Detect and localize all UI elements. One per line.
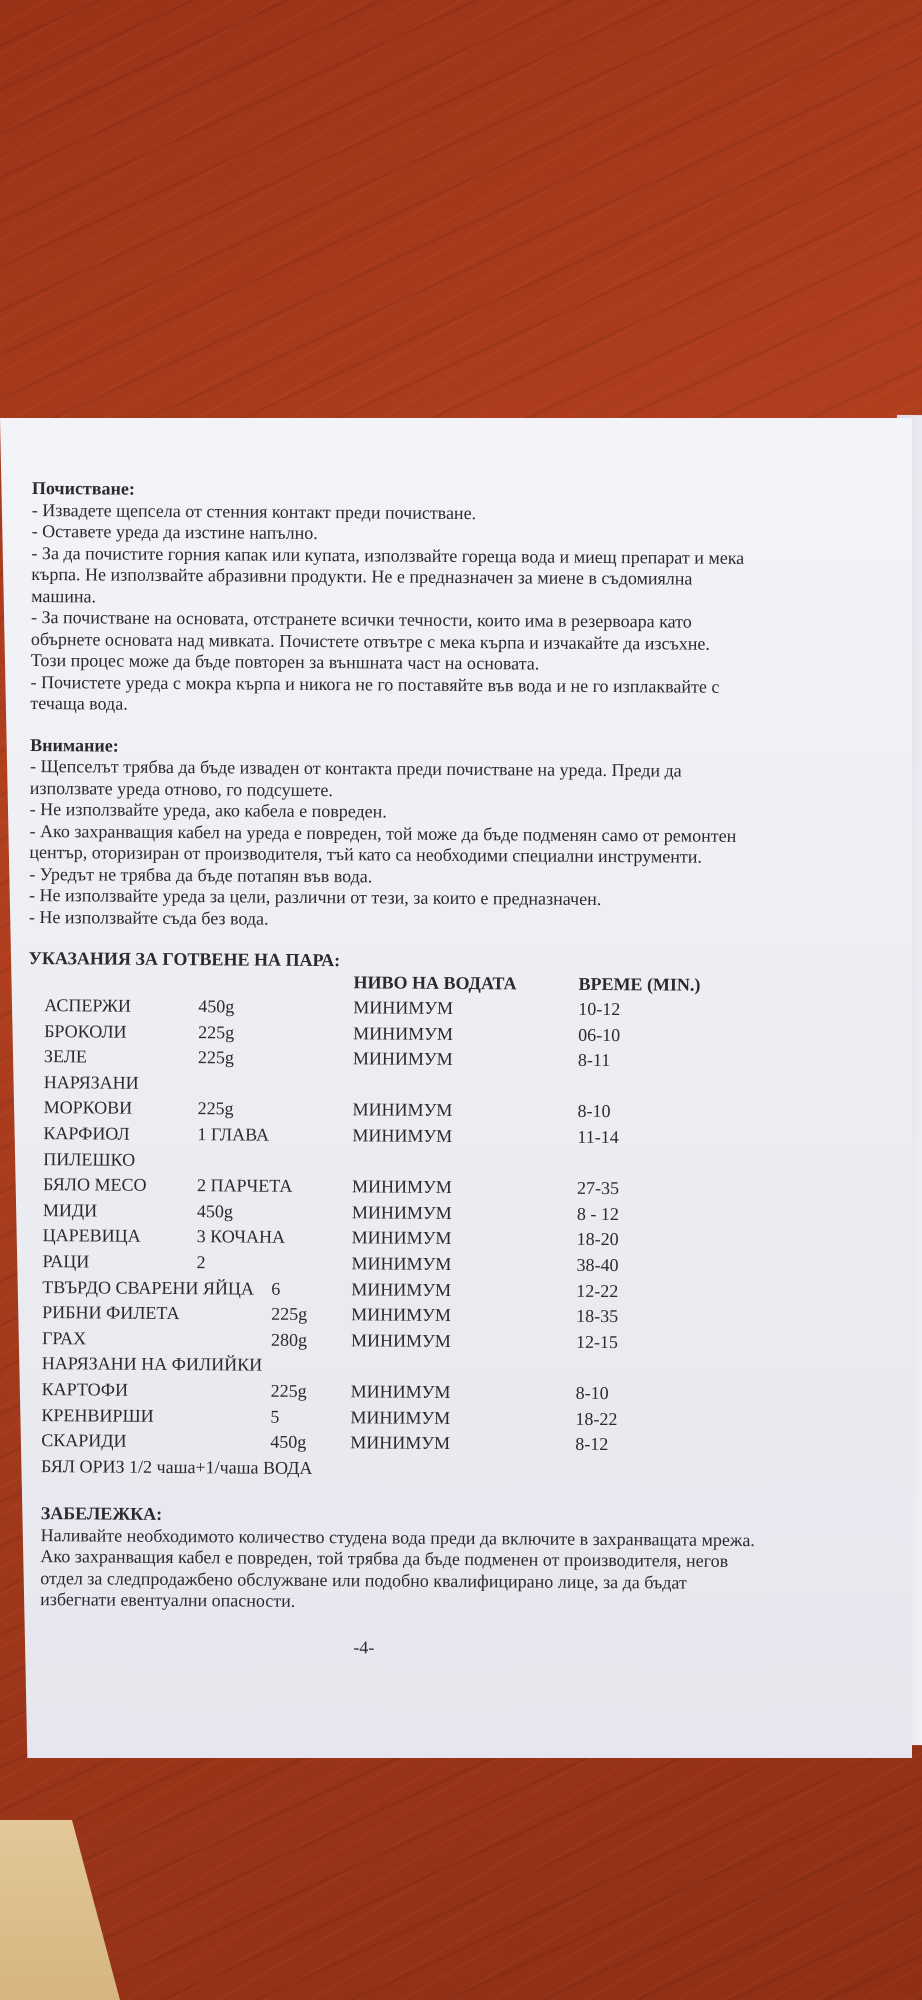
time-header: ВРЕМЕ (MIN.) [578,973,701,995]
water-level: МИНИМУМ [351,1304,452,1326]
quantity: 1 ГЛАВА [197,1124,270,1145]
floor-corner [0,1820,120,2000]
quantity: 3 КОЧАНА [196,1226,286,1248]
food-name: БЯЛО МЕСО [42,1174,147,1196]
cleaning-line: машина. [31,585,97,606]
note-line: отдел за следпродажбено обслужване или подобно квалифицирано лице, за да бъдат [40,1567,687,1593]
water-level: МИНИМУМ [352,1048,453,1070]
warning-line: използвате уреда отново, го подсушете. [29,777,333,800]
food-name: НАРЯЗАНИ НА ФИЛИЙКИ [41,1353,263,1376]
warning-section [29,734,880,933]
food-name: КРЕНВИРШИ [41,1404,154,1426]
cook-time: 12-15 [575,1331,619,1352]
food-name: АСПЕРЖИ [44,995,131,1016]
cook-time: 18-35 [576,1306,619,1327]
quantity: 2 [196,1252,206,1273]
quantity: 450g [270,1431,307,1453]
cook-time: 12-22 [576,1280,619,1301]
sheet-content [24,478,882,1662]
cleaning-line: - За почистване на основата, отстранете всички течности, които има в резервоара като [30,606,692,632]
cook-time: 18-22 [575,1408,618,1429]
water-level: МИНИМУМ [351,1202,452,1223]
cook-time: 8 - 12 [576,1203,619,1224]
water-level: МИНИМУМ [350,1406,451,1428]
cleaning-line: обърнете основата над мивката. Почистете отвътре с мека кърпа и изчакайте да изсъхне. [30,628,711,654]
food-name: ЦАРЕВИЦА [42,1225,141,1247]
cook-time: 38-40 [576,1254,619,1276]
warning-line: център, оторизиран от производителя, тъй като са необходими специални инструменти. [29,841,703,867]
cleaning-line: течаща вода. [30,692,128,714]
food-name: БРОКОЛИ [44,1020,127,1042]
water-level-header: НИВО НА ВОДАТА [353,971,517,993]
cook-time: 27-35 [576,1178,620,1199]
cooking-title: УКАЗАНИЯ ЗА ГОТВЕНЕ НА ПАРА: [28,947,341,971]
quantity: 225g [197,1098,234,1119]
note-line: Ако захранващия кабел е повреден, той трябва да бъде подменен от производителя, негов [40,1546,729,1572]
quantity: 225g [197,1047,235,1068]
food-name: ГРАХ [41,1327,87,1349]
water-level: МИНИМУМ [351,1176,452,1198]
quantity: 450g [198,996,235,1017]
cleaning-line: - Оставете уреда да изстине напълно. [31,520,318,543]
quantity: 280g [270,1329,308,1350]
quantity: 2 ПАРЧЕТА [196,1175,293,1197]
water-level: МИНИМУМ [352,1099,453,1121]
warning-title: Внимание: [30,734,119,756]
cook-time: 06-10 [578,1024,621,1045]
food-name: КАРТОФИ [41,1379,129,1400]
food-name: РАЦИ [42,1251,90,1272]
cook-time: 8-12 [575,1434,609,1455]
rice-line: БЯЛ ОРИЗ 1/2 чаша+1/чаша ВОДА [41,1455,313,1478]
warning-line: - Не използвайте уреда за цели, различни от тези, за които е предназначен. [29,884,602,909]
cleaning-line: кърпа. Не използвайте абразивни продукти. Не е предназначен за миене в съдомиялна [31,563,693,589]
warning-line: - Не използвайте съда без вода. [28,906,269,929]
cook-time: 11-14 [577,1126,619,1148]
food-name: ТВЪРДО СВАРЕНИ ЯЙЦА [42,1276,254,1299]
water-level: МИНИМУМ [352,1125,453,1147]
cleaning-section [30,478,882,720]
quantity: 225g [198,1021,235,1043]
quantity: 6 [271,1278,281,1299]
page-number: -4- [353,1637,375,1658]
water-level: МИНИМУМ [351,1253,452,1274]
cook-time: 18-20 [576,1229,619,1250]
quantity: 225g [271,1303,308,1325]
water-level: МИНИМУМ [353,997,454,1019]
cook-time: 10-12 [578,998,621,1020]
cleaning-line: Този процес може да бъде повторен за външната част на основата. [30,649,540,674]
food-name: СКАРИДИ [41,1430,127,1451]
water-level: МИНИМУМ [350,1330,451,1351]
warning-line: - Щепселът трябва да бъде изваден от контакта преди почистване на уреда. Преди да [29,755,682,781]
quantity: 450g [196,1201,233,1222]
food-name: НАРЯЗАНИ [43,1071,139,1093]
food-name: ЗЕЛЕ [43,1046,88,1067]
food-name: КАРФИОЛ [43,1123,130,1144]
quantity: 225g [270,1380,307,1401]
note-title: ЗАБЕЛЕЖКА: [40,1503,163,1525]
note-line: избегнати евентуални опасности. [40,1589,296,1612]
cooking-section [25,948,879,1483]
cleaning-line: - Извадете щепсела от стенния контакт преди почистване. [31,499,477,523]
cleaning-line: - За да почистите горния капак или купата, използвайте гореща вода и миещ препарат и мека [31,542,745,568]
food-name: МИДИ [42,1199,98,1221]
water-level: МИНИМУМ [353,1022,453,1044]
cleaning-title: Почистване: [31,478,135,499]
note-line: Наливайте необходимото количество студена вода преди да включите в захранващата мрежа. [40,1524,755,1550]
food-name: МОРКОВИ [43,1097,133,1119]
cook-time: 8-11 [577,1050,611,1071]
food-name: РИБНИ ФИЛЕТА [42,1302,180,1324]
cleaning-line: - Почистете уреда с мокра кърпа и никога не го поставяйте във вода и не го изплаквайте с [30,671,720,697]
cook-time: 8-10 [575,1382,609,1404]
water-level: МИНИМУМ [350,1432,451,1454]
warning-line: - Уредът не трябва да бъде потапян във вода. [29,863,373,886]
warning-line: - Ако захранващия кабел на уреда е повреден, той може да бъде подменян само от ремонтен [29,820,737,846]
warning-line: - Не използвайте уреда, ако кабела е повреден. [29,798,387,822]
water-level: МИНИМУМ [351,1227,452,1249]
cooking-table-body [25,995,878,1462]
cook-time: 8-10 [577,1101,611,1122]
water-level: МИНИМУМ [351,1278,452,1300]
food-name: ПИЛЕШКО [43,1148,136,1170]
water-level: МИНИМУМ [350,1381,451,1402]
quantity: 5 [270,1406,280,1427]
